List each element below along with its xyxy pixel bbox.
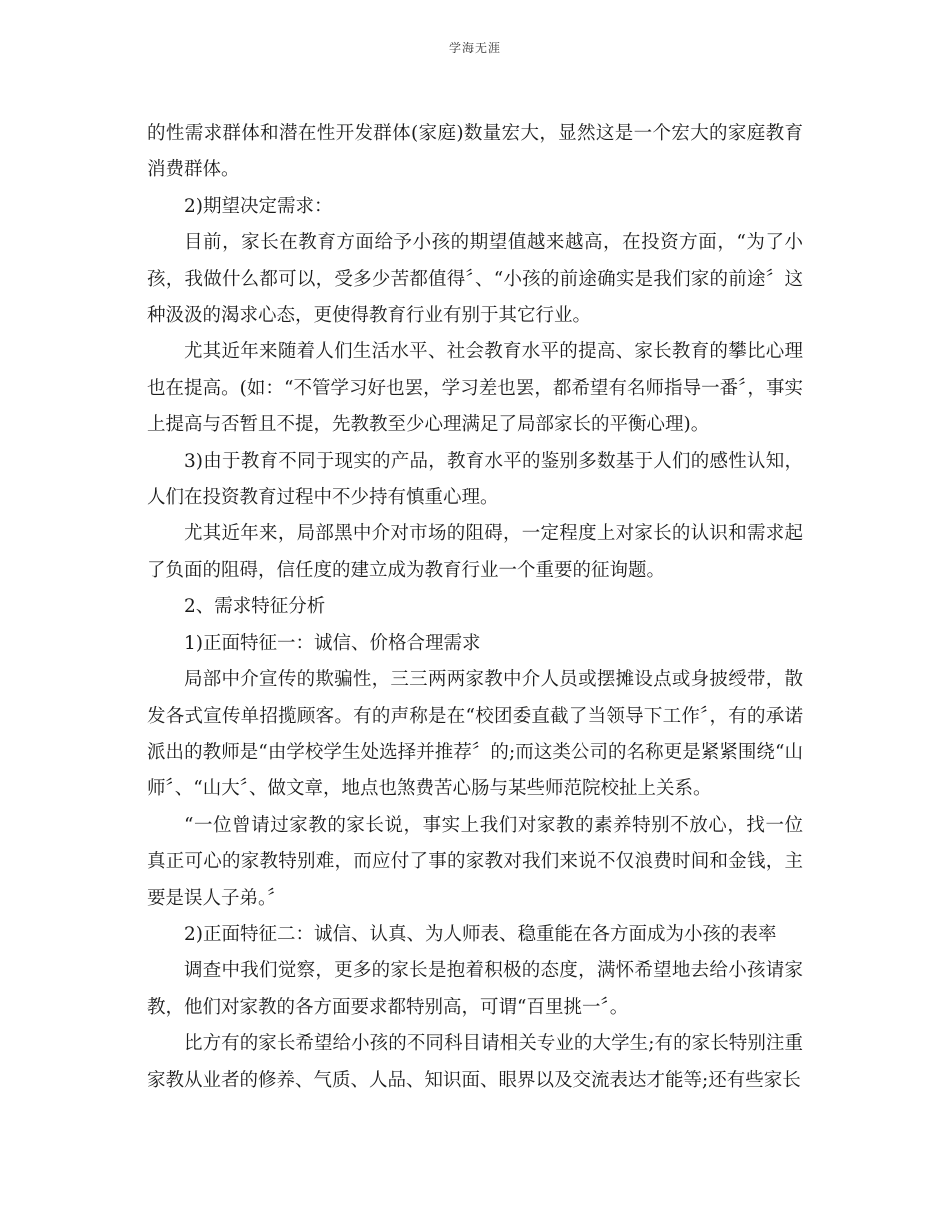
document-body	[147, 116, 803, 1099]
paragraph: 比方有的家长希望给小孩的不同科目请相关专业的大学生;有的家长特别注重家教从业者的修养、气质、人品、知识面、眼界以及交流表达才能等;还有些家长	[147, 1033, 803, 1091]
paragraph: 的性需求群体和潜在性开发群体(家庭)数量宏大，显然这是一个宏大的家庭教育消费群体。	[147, 123, 803, 181]
paragraph: 调查中我们觉察，更多的家长是抱着积极的态度，满怀希望地去给小孩请家教，他们对家教的各方面要求都特别高，可谓“百里挑一〞。	[147, 960, 803, 1018]
section-heading: 2、需求特征分析	[184, 596, 326, 618]
paragraph: 局部中介宣传的欺骗性，三三两两家教中介人员或摆摊设点或身披绶带，散发各式宣传单招揽顾客。有的声称是在“校团委直截了当领导下工作〞，有的承诺派出的教师是“由学校学生处选择并推荐〞的;而这类公司的名称更是紧紧围绕“山师〞、“山大〞、做文章，地点也煞费苦心肠与某些师范院校扯上关系。	[147, 669, 803, 800]
paragraph: “一位曾请过家教的家长说，事实上我们对家教的素养特别不放心，找一位真正可心的家教特别难，而应付了事的家教对我们来说不仅浪费时间和金钱，主要是误人子弟。〞	[147, 814, 803, 909]
paragraph: 尤其近年来随着人们生活水平、社会教育水平的提高、家长教育的攀比心理也在提高。(如：“不管学习好也罢，学习差也罢，都希望有名师指导一番〞，事实上提高与否暂且不提，先教教至少心理满足了局部家长的平衡心理)。	[147, 341, 803, 436]
subsection-heading: 2)正面特征二：诚信、认真、为人师表、稳重能在各方面成为小孩的表率	[184, 923, 777, 945]
subsection-heading: 1)正面特征一：诚信、价格合理需求	[184, 632, 481, 654]
paragraph: 目前，家长在教育方面给予小孩的期望值越来越高，在投资方面，“为了小孩，我做什么都可以，受多少苦都值得〞、“小孩的前途确实是我们家的前途〞这种汲汲的渴求心态，更使得教育行业有别于其它行业。	[147, 232, 803, 327]
paragraph: 尤其近年来，局部黑中介对市场的阻碍，一定程度上对家长的认识和需求起了负面的阻碍，信任度的建立成为教育行业一个重要的征询题。	[147, 523, 803, 581]
paragraph: 3)由于教育不同于现实的产品，教育水平的鉴别多数基于人们的感性认知，人们在投资教育过程中不少持有慎重心理。	[147, 450, 803, 509]
paragraph: 2)期望决定需求：	[184, 195, 333, 217]
page-header: 学海无涯	[448, 41, 501, 55]
